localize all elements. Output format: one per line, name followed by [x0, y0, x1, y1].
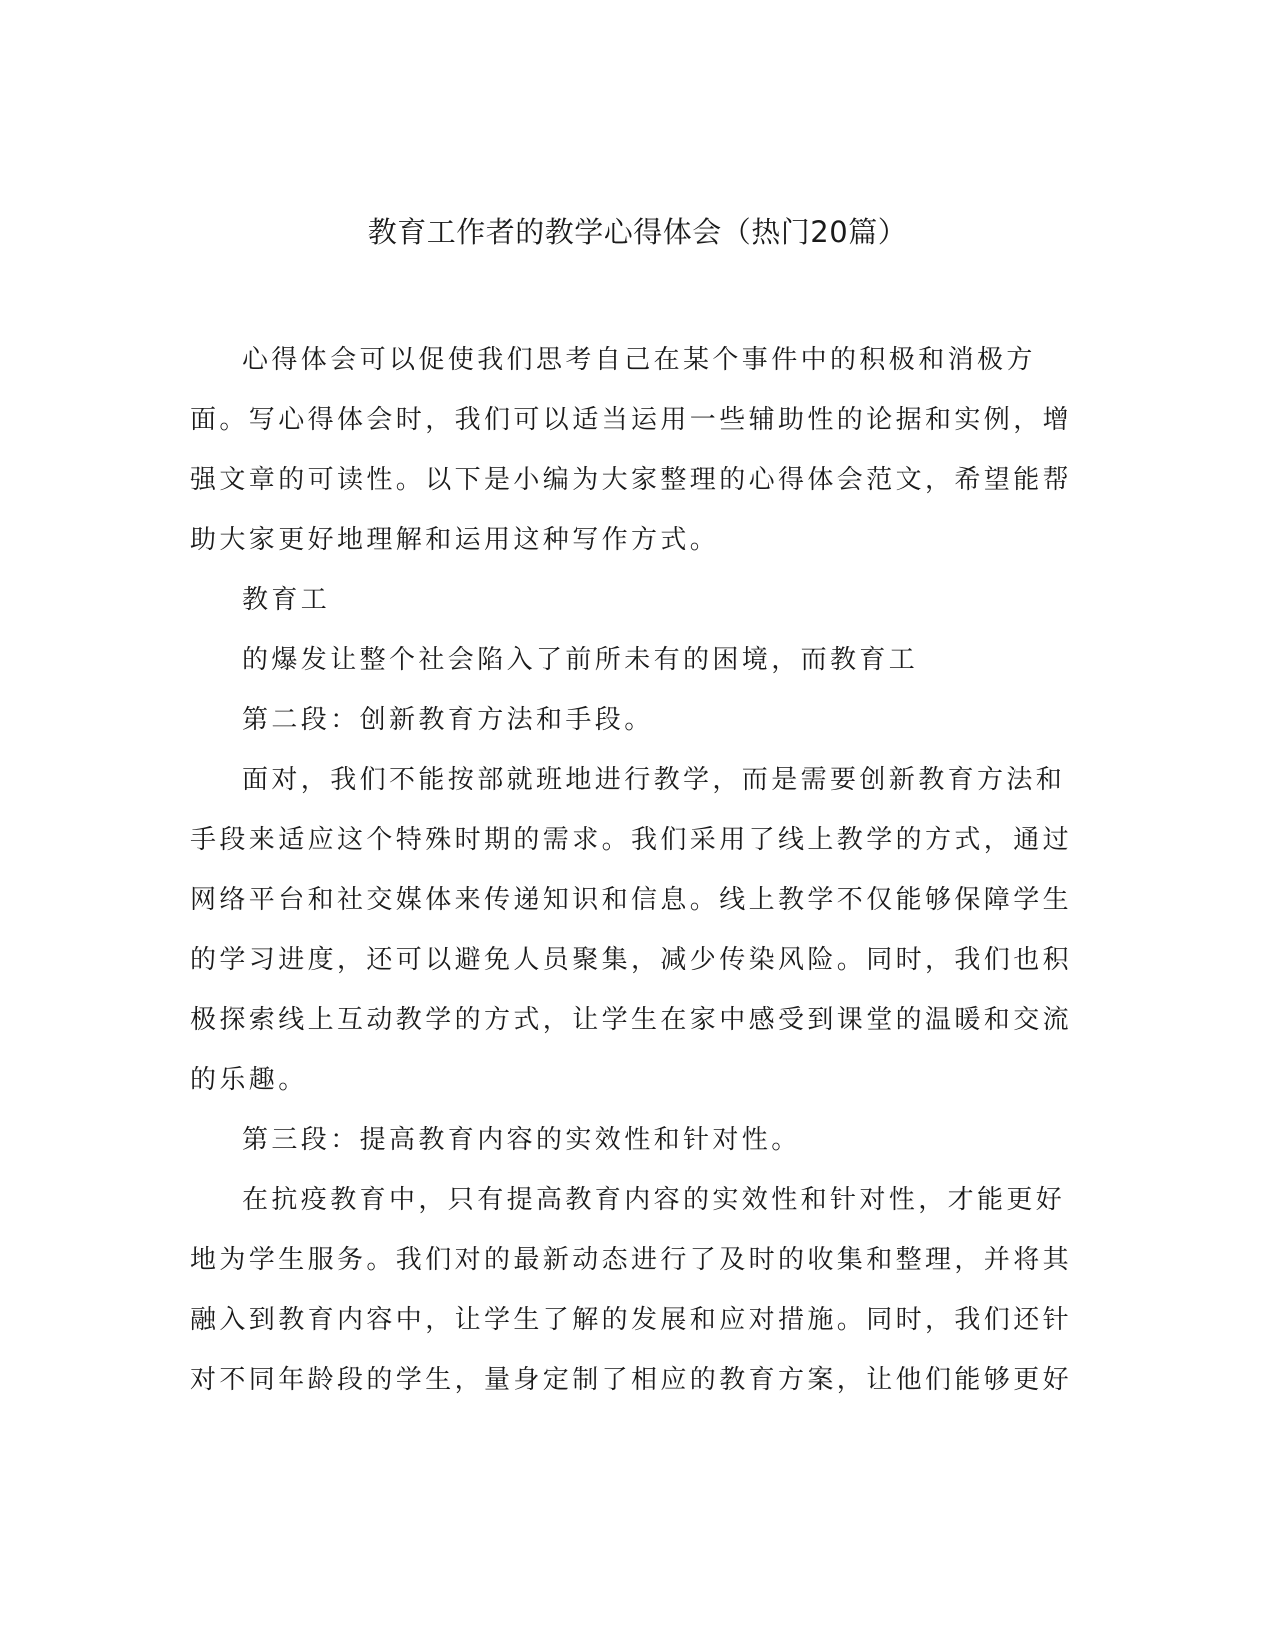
document-body [190, 330, 1085, 1410]
paragraph-section-2: 面对，我们不能按部就班地进行教学，而是需要创新教育方法和手段来适应这个特殊时期的需求。我们采用了线上教学的方式，通过网络平台和社交媒体来传递知识和信息。线上教学不仅能够保障学生的学习进度，还可以避免人员聚集，减少传染风险。同时，我们也积极探索线上互动教学的方式，让学生在家中感受到课堂的温暖和交流的乐趣。 [190, 765, 1073, 1095]
paragraph-intro: 心得体会可以促使我们思考自己在某个事件中的积极和消极方面。写心得体会时，我们可以适当运用一些辅助性的论据和实例，增强文章的可读性。以下是小编为大家整理的心得体会范文，希望能帮助大家更好地理解和运用这种写作方式。 [190, 345, 1073, 555]
paragraph-section-3: 在抗疫教育中，只有提高教育内容的实效性和针对性，才能更好地为学生服务。我们对的最新动态进行了及时的收集和整理，并将其融入到教育内容中，让学生了解的发展和应对措施。同时，我们还针对不同年龄段的学生，量身定制了相应的教育方案，让他们能够更好 [190, 1185, 1073, 1395]
section-heading-2: 第二段：创新教育方法和手段。 [242, 705, 654, 735]
paragraph-heading-fragment: 教育工 [242, 585, 331, 615]
section-heading-3: 第三段：提高教育内容的实效性和针对性。 [242, 1125, 801, 1155]
paragraph-fragment: 的爆发让整个社会陷入了前所未有的困境，而教育工 [242, 645, 919, 675]
document-title: 教育工作者的教学心得体会（热门20篇） [367, 215, 908, 249]
